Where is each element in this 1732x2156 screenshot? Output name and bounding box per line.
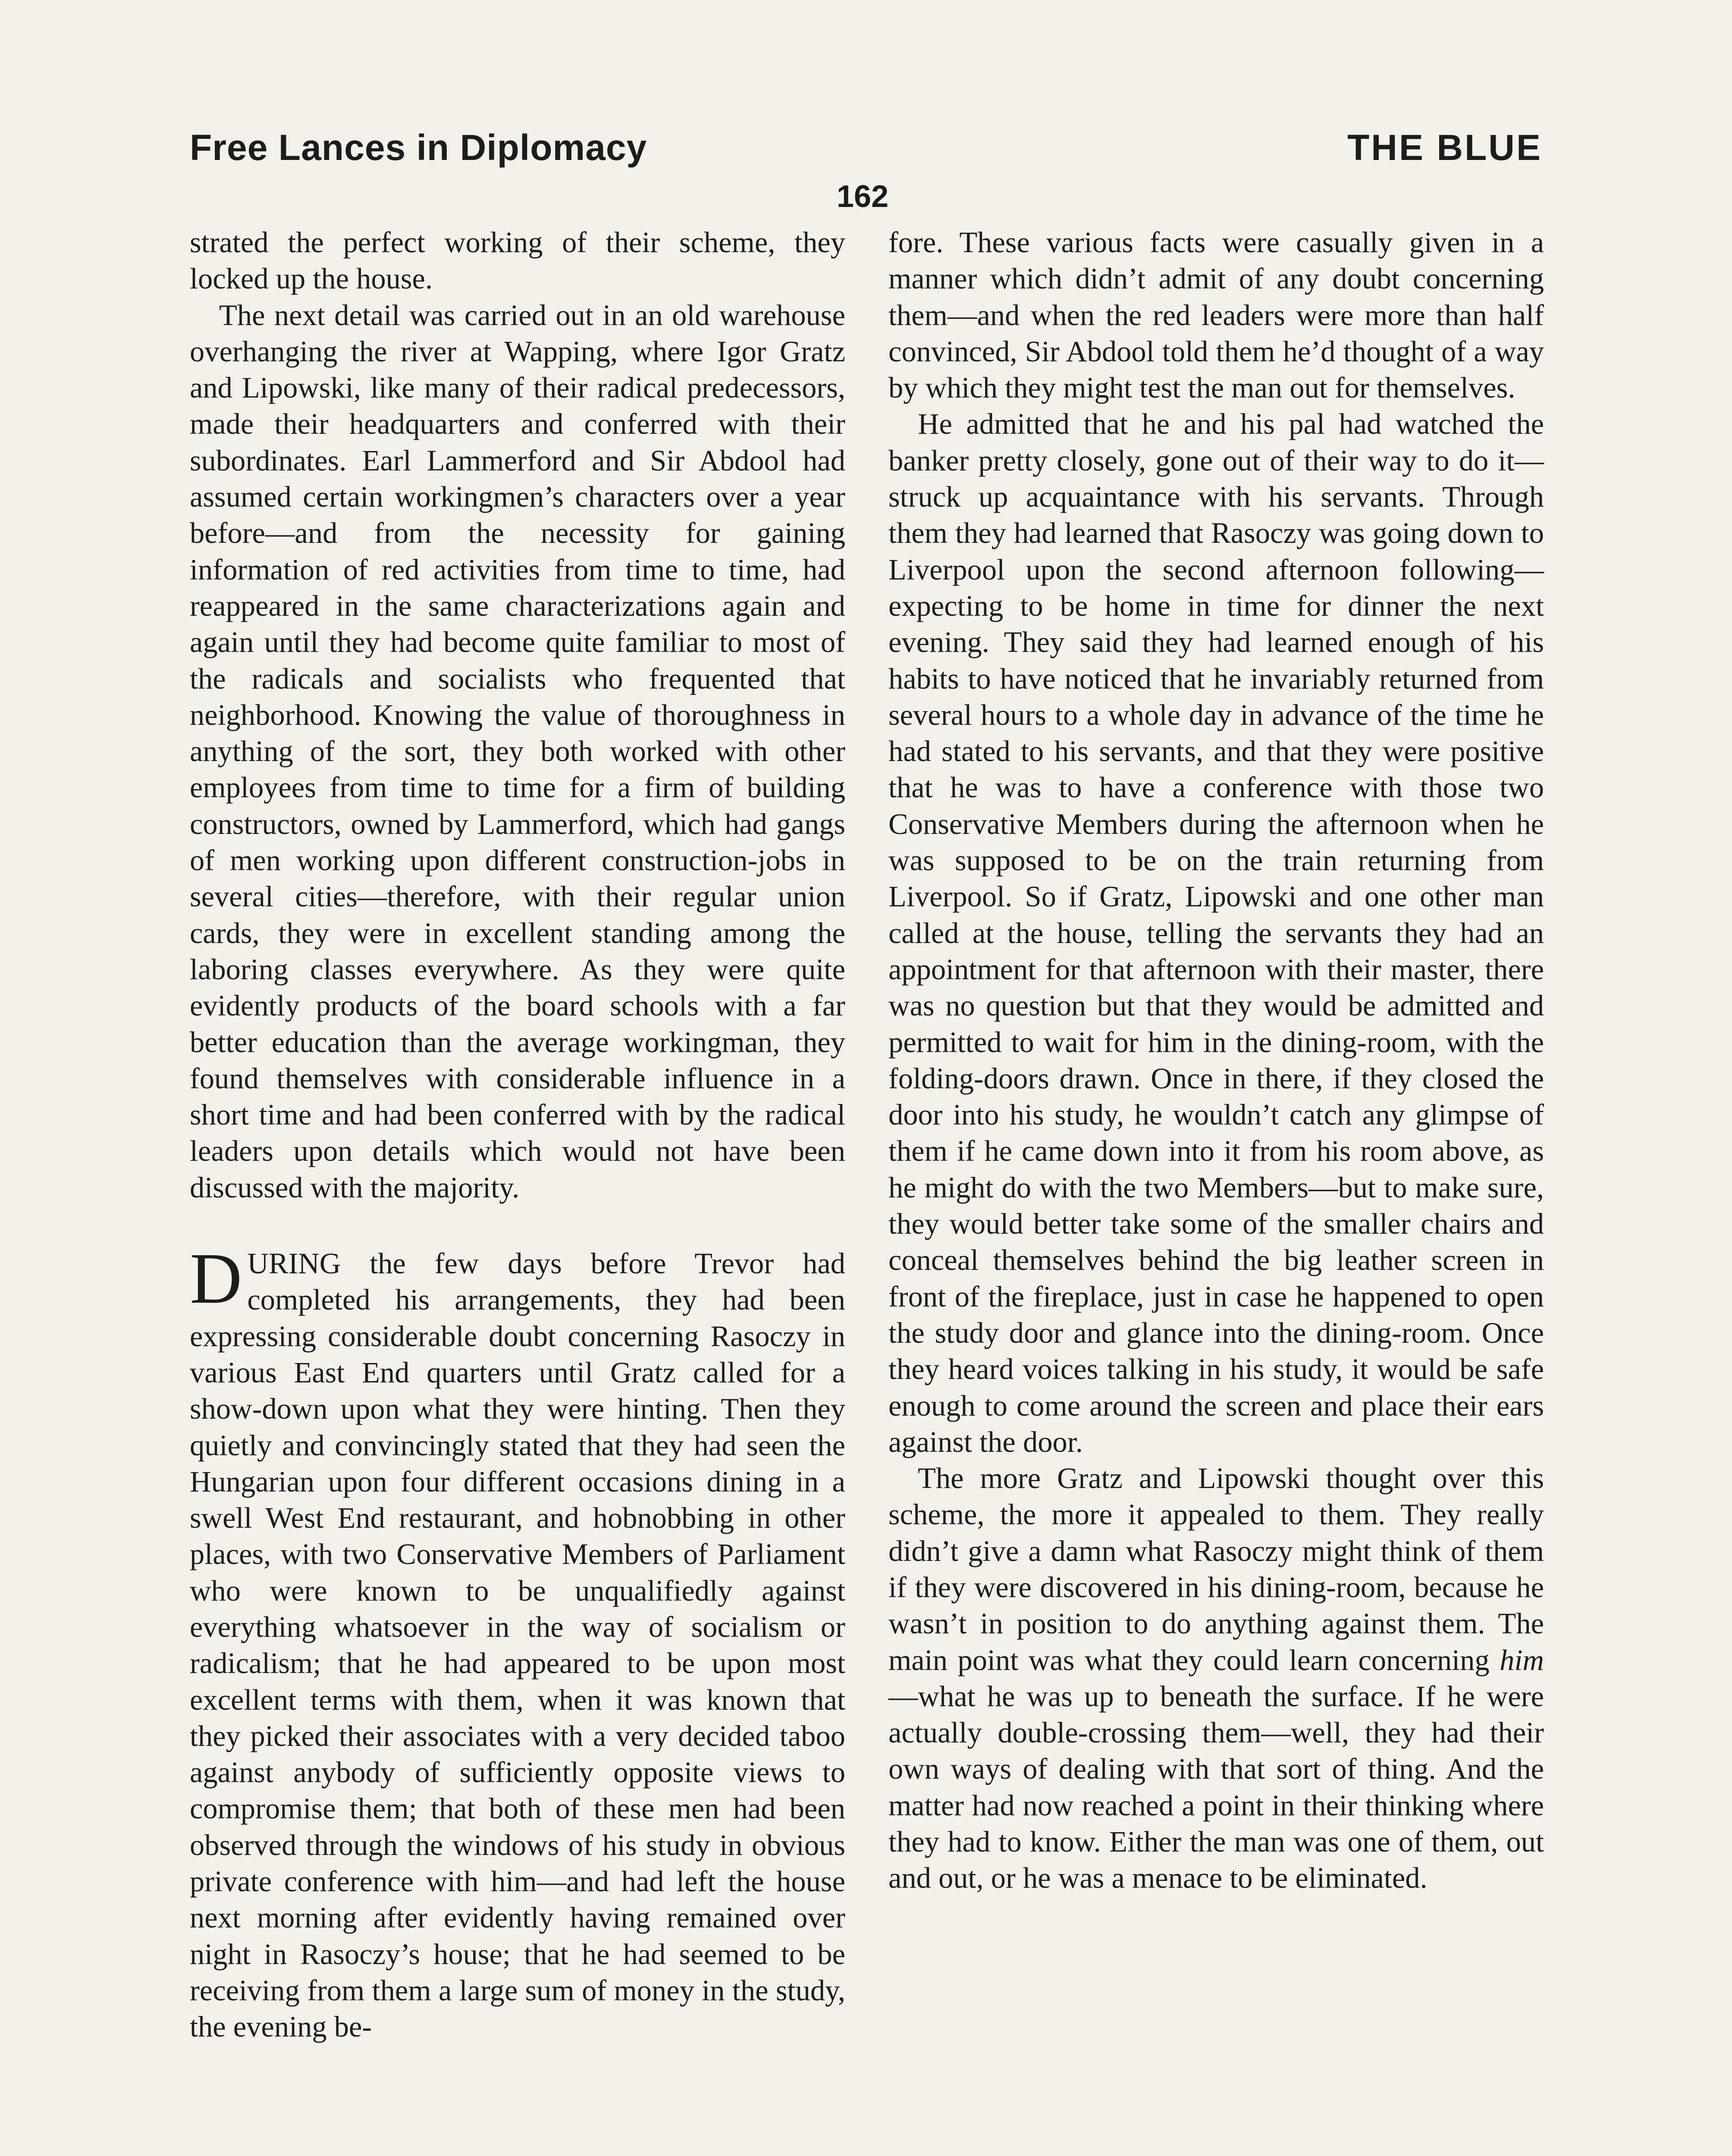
emphasis-him: him [1500, 1643, 1544, 1677]
paragraph-banker-watched: He admitted that he and his pal had watched the banker pretty closely, gone out of their way to do it—struck up acquaintance with his servants. Through them they had learned that Rasoczy was going down to Liverpool upon the second afternoon following—expecting to be home in time for dinner the next evening. They said they had learned enough of his habits to have noticed that he invariably returned from several hours to a whole day in advance of the time he had stated to his servants, and that they were positive that he was to have a conference with those two Conservative Members during the afternoon when he was supposed to be on the train returning from Liverpool. So if Gratz, Lipowski and one other man called at the house, telling the servants they had an appointment for that afternoon with their master, there was no question but that they would be admitted and permitted to wait for him in the dining-room, with the folding-doors drawn. Once in there, if they closed the door into his study, he wouldn’t catch any glimpse of them if he came down into it from his room above, as he might do with the two Members—but to make sure, they would better take some of the smaller chairs and conceal themselves behind the big leather screen in front of the fireplace, just in case he happened to open the study door and glance into the dining-room. Once they heard voices talking in his study, it would be safe enough to come around the screen and place their ears against the door. [888, 407, 1544, 1458]
paragraph-continuation: strated the perfect working of their scheme, they locked up the house. [190, 226, 845, 295]
paragraph-text-before: The more Gratz and Lipowski thought over this scheme, the more it appealed to them. They really didn’t give a damn what Rasoczy might think of them if they were discovered in his dining-room, because he wasn’t in position to do anything against them. The main point was what they could learn concerning [888, 1462, 1544, 1677]
section-break [190, 1206, 845, 1245]
paragraph-text-after: —what he was up to beneath the surface. If he were actually double-crossing them—well, they had their own ways of dealing with that sort of thing. And the matter had now reached a point in their thinking where they had to know. Either the man was one of them, out and out, or he was a menace to be eliminated. [888, 1680, 1544, 1895]
paragraph-during-the-few-days [190, 1238, 845, 2045]
left-column [190, 224, 845, 2045]
page-number: 162 [837, 179, 889, 214]
running-title: Free Lances in Diplomacy [190, 127, 647, 168]
paragraph-wapping-warehouse: The next detail was carried out in an old warehouse overhanging the river at Wapping, where Igor Gratz and Lipowski, like many of their radical predecessors, made their headquarters and conferred with their subordinates. Earl Lammerford and Sir Abdool had assumed certain workingmen’s characters over a year before—and from the necessity for gaining information of red activities from time to time, had reappeared in the same characterizations again and again until they had become quite familiar to most of the radicals and socialists who frequented that neighborhood. Knowing the value of thoroughness in anything of the sort, they both worked with other employees from time to time for a firm of building constructors, owned by Lammerford, which had gangs of men working upon different construction-jobs in several cities—therefore, with their regular union cards, they were in excellent standing among the laboring classes everywhere. As they were quite evidently products of the board schools with a far better education than the average workingman, they found themselves with considerable influence in a short time and had been conferred with by the radical leaders upon details which would not have been discussed with the majority. [190, 298, 845, 1204]
right-column [888, 224, 1544, 1896]
drop-cap-letter: D [190, 1238, 242, 1319]
paragraph-continuation-fore: fore. These various facts were casually given in a manner which didn’t admit of any doubt concerning them—and when the red leaders were more than half convinced, Sir Abdool told them he’d thought of a way by which they might test the man out for themselves. [888, 226, 1544, 404]
paragraph-text: URING the few days before Trevor had completed his arrangements, they had been expressing considerable doubt concerning Rasoczy in various East End quarters until Gratz called for a show-down upon what they were hinting. Then they quietly and convincingly stated that they had seen the Hungarian upon four different occasions dining in a swell West End restaurant, and hobnobbing in other places, with two Conservative Members of Parliament who were known to be unqualifiedly against everything whatsoever in the way of socialism or radicalism; that he had appeared to be upon most excellent terms with them, when it was known that they picked their associates with a very decided taboo against anybody of sufficiently opposite views to compromise them; that both of these men had been observed through the windows of his study in obvious private conference with him—and had left the house next morning after evidently having remained over night in Rasoczy’s house; that he had seemed to be receiving from them a large sum of money in the study, the evening be- [190, 1247, 845, 2043]
paragraph-scheme-appealed [888, 1460, 1544, 1896]
magazine-name: THE BLUE [1347, 127, 1542, 168]
